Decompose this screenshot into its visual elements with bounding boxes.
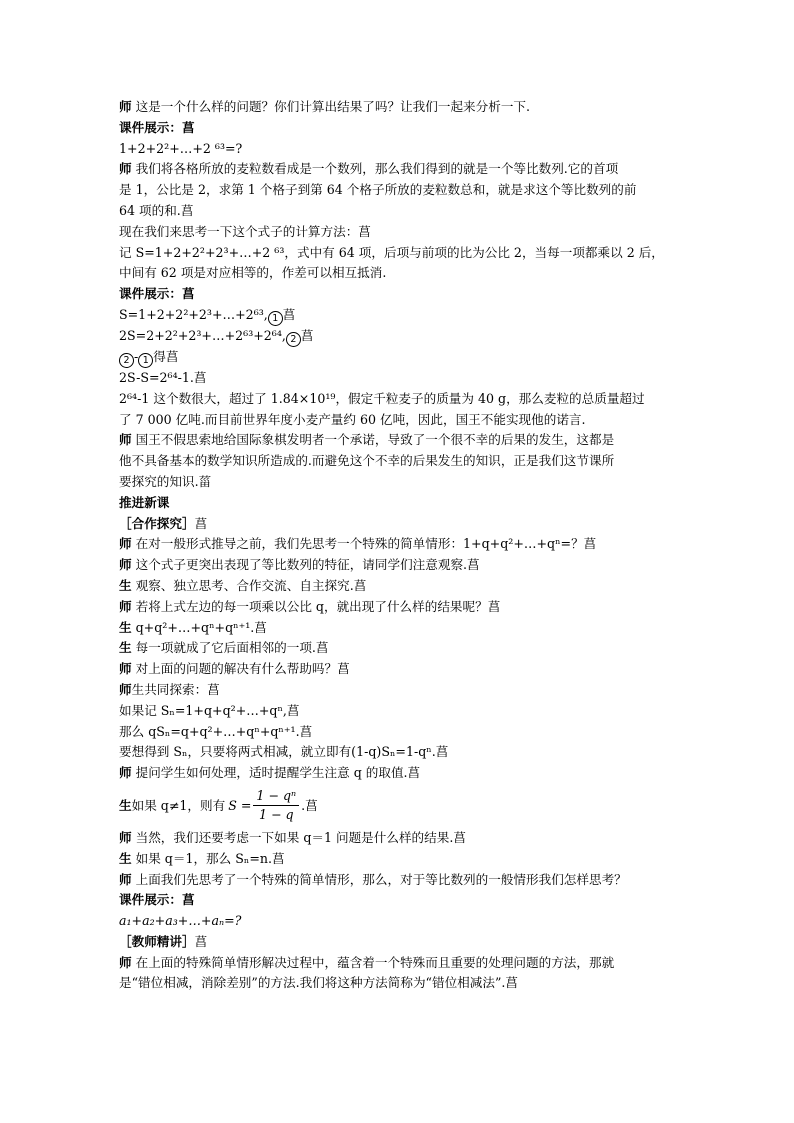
line-tail: 菖 bbox=[282, 306, 296, 322]
text-line: 他不具备基本的数学知识所造成的.而避免这个不幸的后果发生的知识，正是我们这节课所 bbox=[119, 453, 615, 469]
subsection-heading bbox=[119, 932, 679, 953]
circled-number-2: 2 bbox=[119, 353, 134, 368]
line-text: 国王不假思索地给国际象棋发明者一个承诺，导致了一个很不幸的后果的发生，这都是 bbox=[131, 432, 615, 448]
line-text: 如果 q≠1，则有 bbox=[131, 797, 226, 813]
dialogue-line bbox=[119, 597, 679, 618]
line-text: 在对一般形式推导之前，我们先思考一个特殊的简单情形：1+q+q²+…+qⁿ=？菖 bbox=[131, 536, 597, 552]
text-line: 是 1，公比是 2，求第 1 个格子到第 64 个格子所放的麦粒数总和，就是求这个等比数列的前 bbox=[119, 182, 637, 198]
teacher-label: 师 bbox=[119, 161, 132, 177]
subsection-heading bbox=[119, 514, 679, 535]
sum-formula-fraction bbox=[253, 788, 299, 823]
sum-variable: S bbox=[228, 797, 237, 813]
minus-sign: - bbox=[134, 348, 139, 364]
text-line: 是“错位相减，消除差别”的方法.我们将这种方法简称为“错位相减法”.菖 bbox=[119, 975, 518, 991]
dialogue-line bbox=[119, 680, 679, 701]
dialogue-line bbox=[119, 430, 679, 451]
teacher-label: 师 bbox=[119, 765, 132, 781]
text-line: 记 S=1+2+2²+2³+…+2 ⁶³，式中有 64 项，后项与前项的比为公比 2，当每一项都乘以 2 后， bbox=[119, 244, 664, 260]
formula-line bbox=[119, 347, 679, 368]
teacher-label: 师 bbox=[119, 557, 132, 573]
formula-text: 2S=2+2²+2³+…+2⁶³+2⁶⁴, bbox=[119, 327, 286, 343]
line-text: 生共同探索：菖 bbox=[131, 681, 220, 697]
lesson-text bbox=[119, 97, 679, 994]
text-line: 中间有 62 项是对应相等的，作差可以相互抵消. bbox=[119, 265, 387, 281]
student-label: 生 bbox=[119, 577, 132, 593]
teacher-label: 师 bbox=[119, 871, 132, 887]
student-label: 生 bbox=[119, 640, 132, 656]
student-label: 生 bbox=[119, 850, 132, 866]
dialogue-line bbox=[119, 576, 679, 597]
text-line: 要想得到 Sₙ，只要将两式相减，就立即有(1-q)Sₙ=1-qⁿ.菖 bbox=[119, 744, 449, 760]
formula-line: a₁+a₂+a₃+…+aₙ=? bbox=[119, 913, 242, 929]
text-line: 了 7 000 亿吨.而目前世界年度小麦产量约 60 亿吨，因此，国王不能实现他的诺言. bbox=[119, 411, 586, 427]
subsection-title: ［教师精讲］ bbox=[119, 933, 195, 949]
dialogue-line bbox=[119, 659, 679, 680]
teacher-label: 师 bbox=[119, 681, 132, 697]
text-line: 现在我们来思考一下这个式子的计算方法：菖 bbox=[119, 223, 371, 239]
teacher-label: 师 bbox=[119, 536, 132, 552]
line-tail: 菖 bbox=[300, 327, 314, 343]
line-text: q+q²+…+qⁿ+qⁿ⁺¹.菖 bbox=[131, 619, 267, 635]
dialogue-line bbox=[119, 953, 679, 974]
section-heading: 课件展示：菖 bbox=[119, 119, 195, 135]
equals-sign: = bbox=[240, 797, 252, 813]
line-text: 若将上式左边的每一项乘以公比 q，就出现了什么样的结果呢？菖 bbox=[131, 598, 501, 614]
text-line: 要探究的知识.菑 bbox=[119, 473, 212, 489]
teacher-label: 师 bbox=[119, 432, 132, 448]
dialogue-line bbox=[119, 555, 679, 576]
line-text: 观察、独立思考、合作交流、自主探究.菖 bbox=[131, 577, 367, 593]
line-text: 这个式子更突出表现了等比数列的特征，请同学们注意观察.菖 bbox=[131, 557, 480, 573]
line-tail: 得菖 bbox=[153, 348, 179, 364]
line-text: 对上面的问题的解决有什么帮助吗？菖 bbox=[131, 661, 350, 677]
dialogue-line bbox=[119, 849, 679, 870]
circled-number-1: 1 bbox=[268, 311, 283, 326]
dialogue-line bbox=[119, 534, 679, 555]
student-label: 生 bbox=[119, 797, 132, 813]
fraction-denominator: 1 − q bbox=[258, 807, 294, 823]
formula-text: S=1+2+2²+2³+…+2⁶³, bbox=[119, 306, 268, 322]
formula-line: 2S-S=2⁶⁴-1.菖 bbox=[119, 369, 207, 385]
line-text: 这是一个什么样的问题？你们计算出结果了吗？让我们一起来分析一下. bbox=[131, 99, 531, 114]
line-text: 每一项就成了它后面相邻的一项.菖 bbox=[131, 640, 329, 656]
formula-line bbox=[119, 326, 679, 347]
line-text: 如果 q＝1，那么 Sₙ=n.菖 bbox=[131, 850, 285, 866]
circled-number-2: 2 bbox=[286, 332, 301, 347]
dialogue-line bbox=[119, 828, 679, 849]
line-text: 我们将各格所放的麦粒数看成是一个数列，那么我们得到的就是一个等比数列.它的首项 bbox=[131, 161, 619, 177]
line-tail: 菖 bbox=[194, 933, 208, 949]
formula-line bbox=[119, 305, 679, 326]
line-text: 当然，我们还要考虑一下如果 q＝1 问题是什么样的结果.菖 bbox=[131, 829, 466, 845]
section-heading: 课件展示：菖 bbox=[119, 892, 195, 908]
dialogue-line bbox=[119, 159, 679, 180]
line-text: 在上面的特殊简单情形解决过程中，蕴含着一个特殊而且重要的处理问题的方法，那就 bbox=[131, 954, 615, 970]
student-label: 生 bbox=[119, 619, 132, 635]
section-heading: 课件展示：菖 bbox=[119, 286, 195, 302]
formula-line: 如果记 Sₙ=1+q+q²+…+qⁿ,菖 bbox=[119, 702, 300, 718]
line-tail: .菖 bbox=[301, 797, 318, 813]
line-tail: 菖 bbox=[194, 515, 208, 531]
dialogue-line bbox=[119, 870, 679, 891]
fraction-numerator: 1 − qⁿ bbox=[253, 788, 299, 806]
teacher-label: 师 bbox=[119, 598, 132, 614]
dialogue-line bbox=[119, 97, 679, 118]
subsection-title: ［合作探究］ bbox=[119, 515, 195, 531]
formula-line: 1+2+2²+…+2 ⁶³=? bbox=[119, 140, 243, 156]
text-line: 64 项的和.菖 bbox=[119, 202, 194, 218]
circled-number-1: 1 bbox=[138, 353, 153, 368]
teacher-label: 师 bbox=[119, 99, 132, 114]
teacher-label: 师 bbox=[119, 954, 132, 970]
dialogue-line-with-fraction bbox=[119, 784, 679, 828]
section-heading: 推进新课 bbox=[119, 494, 170, 510]
teacher-label: 师 bbox=[119, 661, 132, 677]
formula-line: 那么 qSₙ=q+q²+…+qⁿ+qⁿ⁺¹.菖 bbox=[119, 723, 313, 739]
dialogue-line bbox=[119, 763, 679, 784]
dialogue-line bbox=[119, 618, 679, 639]
teacher-label: 师 bbox=[119, 829, 132, 845]
line-text: 上面我们先思考了一个特殊的简单情形，那么，对于等比数列的一般情形我们怎样思考？ bbox=[131, 871, 627, 887]
text-line: 2⁶⁴-1 这个数很大，超过了 1.84×10¹⁹，假定千粒麦子的质量为 40 g，那么麦粒的总质量超过 bbox=[119, 390, 645, 406]
dialogue-line bbox=[119, 638, 679, 659]
line-text: 提问学生如何处理，适时提醒学生注意 q 的取值.菖 bbox=[131, 765, 421, 781]
